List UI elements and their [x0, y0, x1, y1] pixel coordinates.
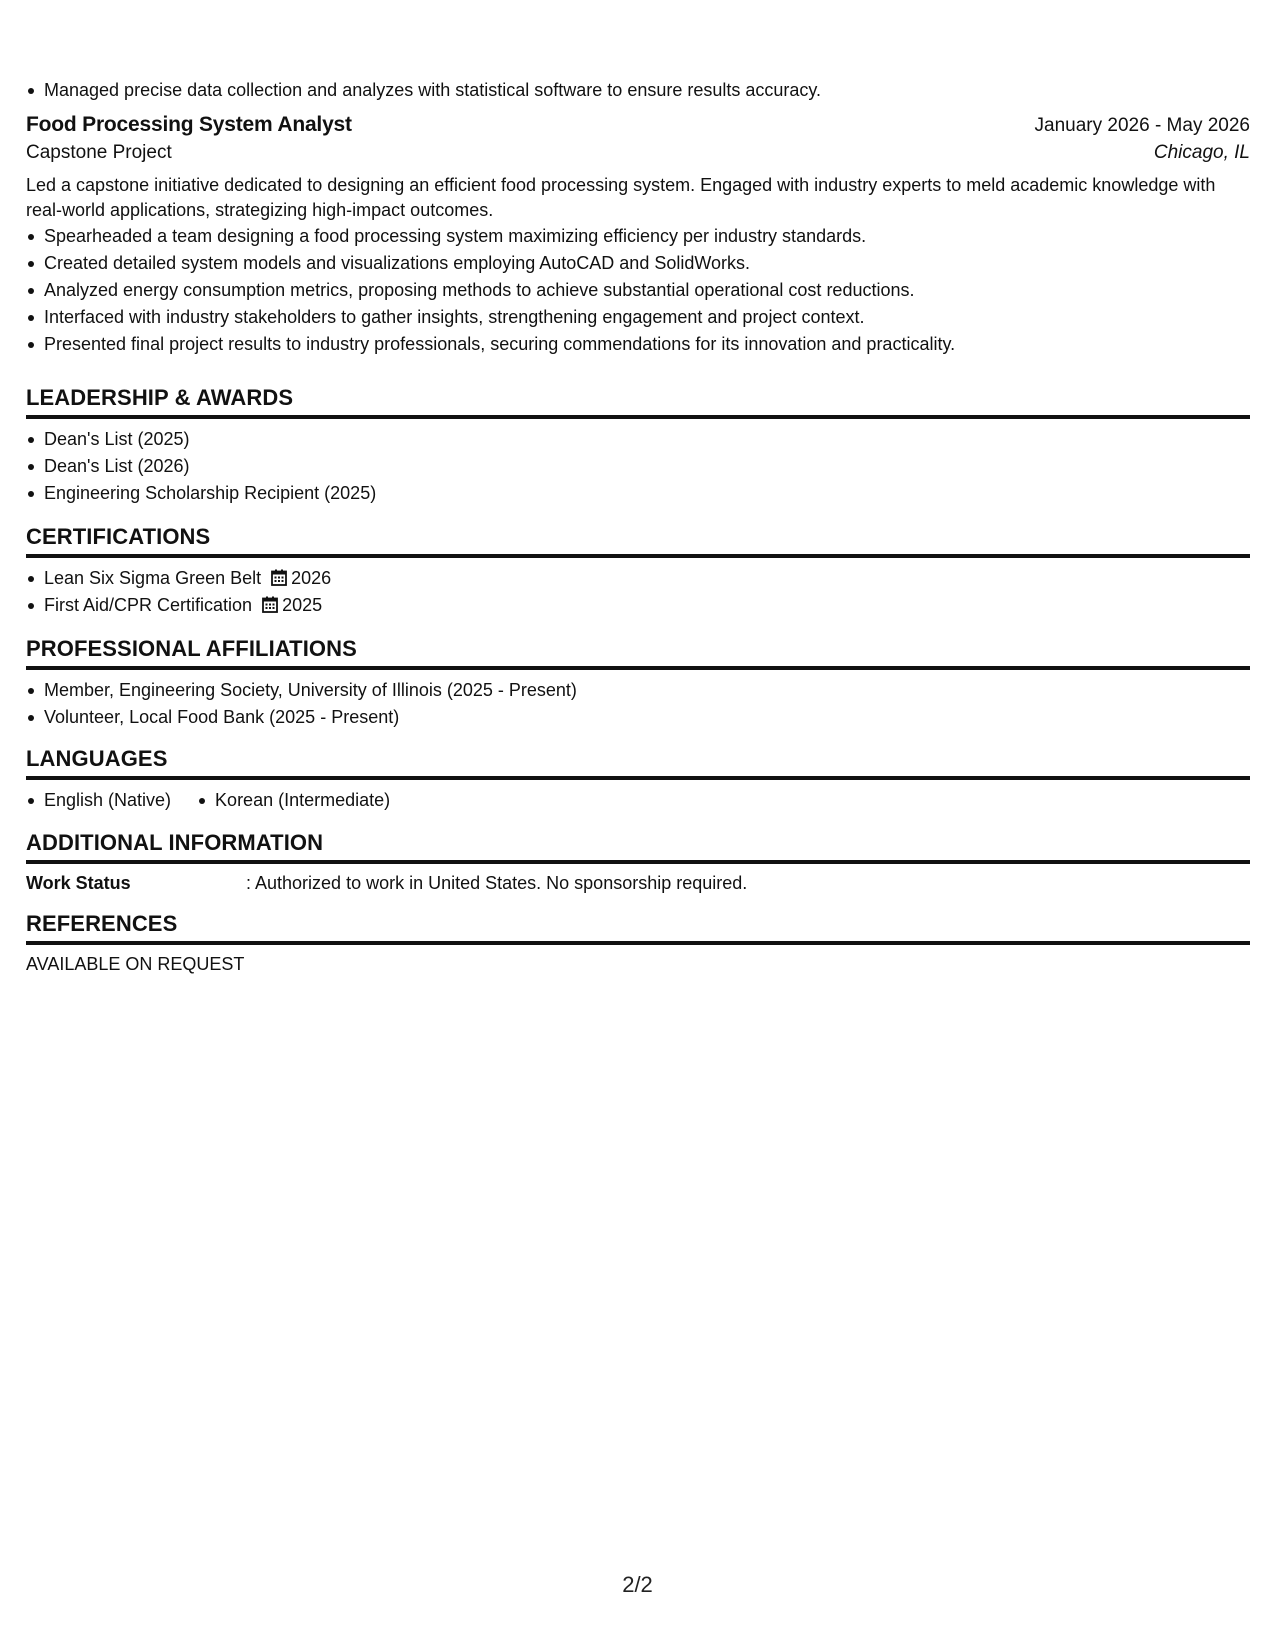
role-subheader	[26, 142, 1250, 164]
section-title: CERTIFICATIONS	[26, 524, 1250, 558]
list-item: Managed precise data collection and analyzes with statistical software to ensure results accuracy.	[26, 77, 1250, 104]
section-title: LEADERSHIP & AWARDS	[26, 385, 1250, 419]
section-certifications	[26, 524, 1250, 619]
calendar-icon	[262, 596, 278, 613]
list-item: English (Native)	[26, 787, 171, 814]
list-item: Dean's List (2026)	[26, 453, 1250, 480]
list-item: Analyzed energy consumption metrics, proposing methods to achieve substantial operational cost reductions.	[26, 277, 1250, 304]
role-header	[26, 113, 1250, 137]
section-additional-information	[26, 830, 1250, 895]
list-item: Member, Engineering Society, University of Illinois (2025 - Present)	[26, 677, 1250, 704]
certifications-list	[26, 565, 1250, 619]
list-item: Created detailed system models and visualizations employing AutoCAD and SolidWorks.	[26, 250, 1250, 277]
section-references	[26, 911, 1250, 976]
list-item: Volunteer, Local Food Bank (2025 - Present)	[26, 704, 1250, 731]
list-item	[26, 565, 1250, 592]
section-languages	[26, 746, 1250, 814]
work-status-label: Work Status	[26, 873, 131, 893]
affiliations-list	[26, 677, 1250, 731]
calendar-icon	[271, 569, 287, 586]
list-item: Korean (Intermediate)	[197, 787, 390, 814]
section-title: ADDITIONAL INFORMATION	[26, 830, 1250, 864]
list-item	[26, 592, 1250, 619]
work-status-row	[26, 871, 1250, 895]
list-item: Interfaced with industry stakeholders to gather insights, strengthening engagement and project context.	[26, 304, 1250, 331]
certification-year: 2026	[291, 568, 332, 588]
leadership-list	[26, 426, 1250, 507]
role-bullets	[26, 223, 1250, 358]
previous-role-bullets	[26, 77, 1250, 104]
section-affiliations	[26, 636, 1250, 731]
list-item: Spearheaded a team designing a food processing system maximizing efficiency per industry standards.	[26, 223, 1250, 250]
languages-list	[26, 787, 1250, 814]
references-text: AVAILABLE ON REQUEST	[26, 954, 245, 974]
list-item: Dean's List (2025)	[26, 426, 1250, 453]
page-number: 2/2	[622, 1572, 653, 1597]
list-item: Engineering Scholarship Recipient (2025)	[26, 480, 1250, 507]
certification-name: First Aid/CPR Certification	[44, 595, 253, 615]
certification-year: 2025	[282, 595, 323, 615]
list-item: Presented final project results to industry professionals, securing commendations for its innovation and practicality.	[26, 331, 1250, 358]
section-title: PROFESSIONAL AFFILIATIONS	[26, 636, 1250, 670]
role-summary: Led a capstone initiative dedicated to designing an efficient food processing system. Engaged with industry experts to meld academic knowledge with real-world applications, strategizing high-impact outcomes.	[26, 175, 1216, 220]
certification-name: Lean Six Sigma Green Belt	[44, 568, 262, 588]
section-leadership	[26, 385, 1250, 507]
work-status-value: : Authorized to work in United States. No sponsorship required.	[246, 873, 748, 893]
section-title: REFERENCES	[26, 911, 1250, 945]
role-title: Food Processing System Analyst	[26, 113, 352, 136]
experience-entry	[26, 113, 1250, 358]
role-location: Chicago, IL	[1153, 142, 1250, 163]
role-organization: Capstone Project	[26, 142, 172, 163]
role-dates: January 2026 - May 2026	[1034, 115, 1250, 136]
section-title: LANGUAGES	[26, 746, 1250, 780]
